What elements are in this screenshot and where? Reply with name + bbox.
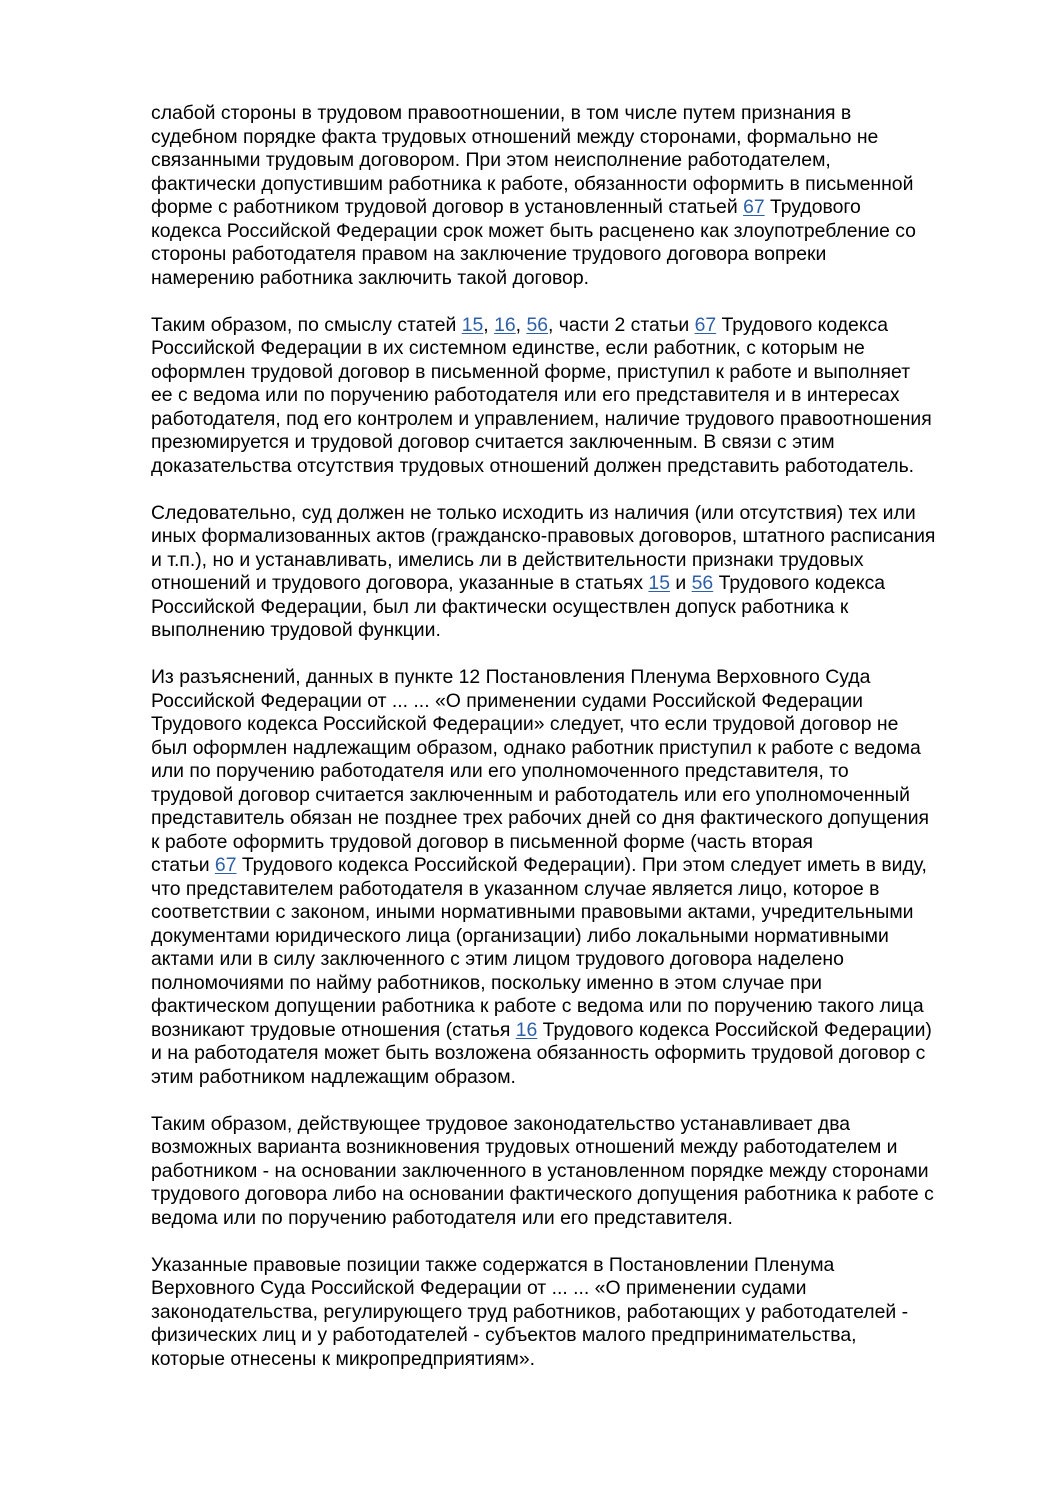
text-line xyxy=(151,196,1001,220)
text-segment: Трудового кодекса Российской Федерации» следует, что если трудовой договор не xyxy=(151,713,899,735)
article-link[interactable]: 16 xyxy=(494,313,516,336)
text-line xyxy=(151,713,1001,737)
text-segment: презюмируется и трудовой договор считается заключенным. В связи с этим xyxy=(151,431,835,453)
text-line xyxy=(151,126,1001,150)
text-line xyxy=(151,361,1001,385)
text-segment: слабой стороны в трудовом правоотношении, в том числе путем признания в xyxy=(151,102,852,124)
text-line xyxy=(151,596,1001,620)
text-line xyxy=(151,1042,1001,1066)
text-line xyxy=(151,948,1001,972)
text-line xyxy=(151,102,1001,126)
text-segment: ее с ведома или по поручению работодателя или его представителя и в интересах xyxy=(151,384,900,406)
text-line xyxy=(151,1277,1001,1301)
text-line xyxy=(151,314,1001,338)
text-segment: этим работником надлежащим образом. xyxy=(151,1065,516,1088)
text-segment: отношений и трудового договора, указанные в статьях xyxy=(151,572,649,594)
text-line xyxy=(151,878,1001,902)
text-segment: работодателя, под его контролем и управлением, наличие трудового правоотношения xyxy=(151,407,932,430)
text-segment: и xyxy=(670,572,692,594)
text-segment: доказательства отсутствия трудовых отношений должен представить работодатель. xyxy=(151,454,915,477)
text-segment: Российской Федерации в их системном единстве, если работник, с которым не xyxy=(151,337,865,359)
text-line xyxy=(151,431,1001,455)
text-line xyxy=(151,549,1001,573)
text-segment: физических лиц и у работодателей - субъектов малого предпринимательства, xyxy=(151,1324,857,1346)
text-segment: Российской Федерации от ... ... «О применении судами Российской Федерации xyxy=(151,689,863,712)
text-segment: Трудового кодекса xyxy=(716,313,889,336)
text-segment: Российской Федерации, был ли фактически осуществлен допуск работника к xyxy=(151,595,849,618)
text-segment: возникают трудовые отношения (статья xyxy=(151,1018,516,1041)
text-segment: намерению работника заключить такой договор. xyxy=(151,266,590,289)
text-segment: Трудового xyxy=(764,196,861,218)
text-line xyxy=(151,525,1001,549)
text-segment: к работе оформить трудовой договор в письменной форме (часть вторая xyxy=(151,830,814,853)
text-segment: что представителем работодателя в указанном случае является лицо, которое в xyxy=(151,877,880,900)
text-segment: иных формализованных актов (гражданско-правовых договоров, штатного расписания xyxy=(151,525,936,547)
text-segment: статьи xyxy=(151,854,215,876)
text-segment: Указанные правовые позиции также содержатся в Постановлении Пленума xyxy=(151,1253,835,1276)
paragraph xyxy=(151,502,1001,643)
text-line xyxy=(151,149,1001,173)
text-segment: Из разъяснений, данных в пункте 12 Постановления Пленума Верховного Суда xyxy=(151,666,871,688)
text-segment: соответствии с законом, иными нормативными правовыми актами, учредительными xyxy=(151,901,914,923)
text-segment: оформлен трудовой договор в письменной форме, приступил к работе и выполняет xyxy=(151,360,911,383)
text-segment: связанными трудовым договором. При этом неисполнение работодателем, xyxy=(151,149,831,171)
article-link[interactable]: 15 xyxy=(461,313,484,336)
text-segment: и на работодателя может быть возложена обязанность оформить трудовой договор с xyxy=(151,1042,926,1064)
text-segment: и т.п.), но и устанавливать, имелись ли в действительности признаки трудовых xyxy=(151,548,864,571)
text-segment: документами юридического лица (организации) либо локальными нормативными xyxy=(151,924,889,947)
text-line xyxy=(151,666,1001,690)
text-segment: был оформлен надлежащим образом, однако работник приступил к работе с ведома xyxy=(151,736,921,759)
paragraph xyxy=(151,1113,1001,1231)
article-link[interactable]: 56 xyxy=(526,313,549,336)
text-line xyxy=(151,737,1001,761)
paragraph xyxy=(151,314,1001,479)
text-segment: судебном порядке факта трудовых отношений между сторонами, формально не xyxy=(151,125,879,148)
text-segment: форме с работником трудовой договор в установленный статьей xyxy=(151,196,744,218)
text-line xyxy=(151,267,1001,291)
text-segment: Верховного Суда Российской Федерации от ... ... «О применении судами xyxy=(151,1277,807,1299)
text-segment: которые отнесены к микропредприятиям». xyxy=(151,1347,536,1370)
paragraph xyxy=(151,1254,1001,1372)
text-segment: трудового договора либо на основании фактического допущения работника к работе с xyxy=(151,1183,934,1205)
text-line xyxy=(151,972,1001,996)
text-line xyxy=(151,1348,1001,1372)
text-segment: Следовательно, суд должен не только исходить из наличия (или отсутствия) тех или xyxy=(151,501,916,524)
text-line xyxy=(151,925,1001,949)
text-segment: Трудового кодекса xyxy=(713,572,886,594)
text-line xyxy=(151,690,1001,714)
text-segment: представитель обязан не позднее трех рабочих дней со дня фактического допущения xyxy=(151,807,930,829)
text-segment: Трудового кодекса Российской Федерации). При этом следует иметь в виду, xyxy=(236,854,927,876)
paragraph xyxy=(151,102,1001,290)
text-line xyxy=(151,784,1001,808)
text-segment: выполнению трудовой функции. xyxy=(151,619,441,641)
article-link[interactable]: 56 xyxy=(691,572,714,594)
text-line xyxy=(151,1324,1001,1348)
text-line xyxy=(151,995,1001,1019)
text-segment: возможных варианта возникновения трудовых отношений между работодателем и xyxy=(151,1136,898,1158)
text-line xyxy=(151,1301,1001,1325)
text-line xyxy=(151,1254,1001,1278)
document-page xyxy=(151,102,1001,1395)
text-line xyxy=(151,243,1001,267)
text-segment: Таким образом, действующее трудовое законодательство устанавливает два xyxy=(151,1112,851,1135)
text-line xyxy=(151,854,1001,878)
text-segment: , xyxy=(515,313,527,336)
text-line xyxy=(151,1207,1001,1231)
text-line xyxy=(151,1160,1001,1184)
article-link[interactable]: 67 xyxy=(694,313,717,336)
text-line xyxy=(151,384,1001,408)
text-line xyxy=(151,1136,1001,1160)
article-link[interactable]: 16 xyxy=(515,1018,538,1041)
text-segment: , части 2 статьи xyxy=(548,313,695,336)
text-segment: стороны работодателя правом на заключение трудового договора вопреки xyxy=(151,243,827,265)
text-line xyxy=(151,1113,1001,1137)
text-line xyxy=(151,1183,1001,1207)
text-line xyxy=(151,572,1001,596)
article-link[interactable]: 67 xyxy=(743,196,765,218)
text-line xyxy=(151,408,1001,432)
text-segment: кодекса Российской Федерации срок может быть расценено как злоупотребление со xyxy=(151,219,916,242)
text-line xyxy=(151,502,1001,526)
text-segment: Таким образом, по смыслу статей xyxy=(151,313,462,336)
text-line xyxy=(151,831,1001,855)
text-line xyxy=(151,455,1001,479)
text-segment: трудовой договор считается заключенным и работодатель или его уполномоченный xyxy=(151,783,910,806)
text-segment: законодательства, регулирующего труд работников, работающих у работодателей - xyxy=(151,1300,909,1323)
text-segment: фактически допустившим работника к работе, обязанности оформить в письменной xyxy=(151,172,914,195)
text-segment: полномочиями по найму работников, поскольку именно в этом случае при xyxy=(151,971,822,994)
text-line xyxy=(151,1019,1001,1043)
text-segment: ведома или по поручению работодателя или его представителя. xyxy=(151,1206,733,1229)
text-line xyxy=(151,220,1001,244)
text-line xyxy=(151,760,1001,784)
article-link[interactable]: 67 xyxy=(214,854,237,876)
text-segment: фактическом допущении работника к работе с ведома или по поручению такого лица xyxy=(151,995,924,1017)
article-link[interactable]: 15 xyxy=(648,572,670,594)
paragraph xyxy=(151,666,1001,1089)
text-line xyxy=(151,173,1001,197)
text-line xyxy=(151,807,1001,831)
text-segment: или по поручению работодателя или его уполномоченного представителя, то xyxy=(151,760,849,782)
text-line xyxy=(151,901,1001,925)
text-line xyxy=(151,1066,1001,1090)
text-segment: актами или в силу заключенного с этим лицом трудового договора наделено xyxy=(151,948,844,970)
text-line xyxy=(151,337,1001,361)
text-line xyxy=(151,619,1001,643)
text-segment: работником - на основании заключенного в установленном порядке между сторонами xyxy=(151,1159,929,1182)
text-segment: Трудового кодекса Российской Федерации) xyxy=(537,1018,932,1041)
text-segment: , xyxy=(483,313,495,336)
